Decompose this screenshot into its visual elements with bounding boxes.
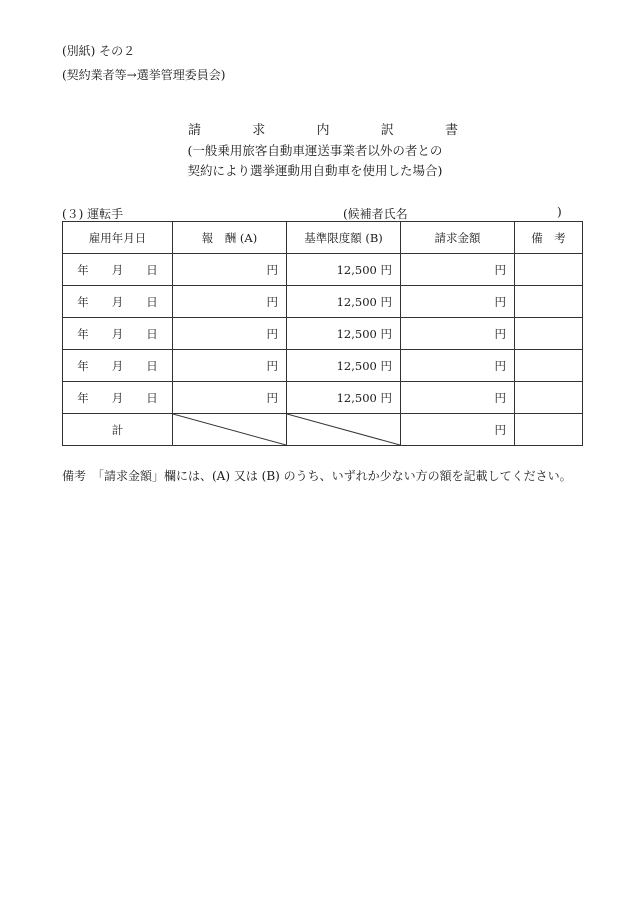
cell-claim: 円 <box>401 286 515 318</box>
total-row <box>63 414 583 446</box>
header-remarks: 備 考 <box>515 222 583 254</box>
table-row <box>63 350 583 382</box>
cell-date: 年 月 日 <box>63 286 173 318</box>
cell-fee: 円 <box>173 382 287 414</box>
cell-claim: 円 <box>401 382 515 414</box>
candidate-name-label: (候補者氏名 <box>343 207 408 221</box>
attachment-label: (別紙) その２ <box>62 44 136 58</box>
header-limit: 基準限度額 (B) <box>287 222 401 254</box>
table-row <box>63 286 583 318</box>
cell-limit: 12,500 円 <box>287 318 401 350</box>
cell-date: 年 月 日 <box>63 382 173 414</box>
cell-limit: 12,500 円 <box>287 286 401 318</box>
cell-remarks <box>515 286 583 318</box>
remarks-note: 備考 「請求金額」欄には、(A) 又は (B) のうち、いずれか少ない方の額を記載してください。 <box>62 469 572 483</box>
cell-remarks <box>515 382 583 414</box>
total-claim: 円 <box>401 414 515 446</box>
title-char: 請 <box>188 123 202 138</box>
table-row <box>63 318 583 350</box>
cell-fee: 円 <box>173 350 287 382</box>
title-char: 書 <box>444 123 458 138</box>
cell-date: 年 月 日 <box>63 350 173 382</box>
cell-limit: 12,500 円 <box>287 382 401 414</box>
document-title <box>188 119 458 138</box>
title-char: 訳 <box>380 123 394 138</box>
title-char: 内 <box>316 123 330 138</box>
table-row <box>63 254 583 286</box>
cell-fee: 円 <box>173 318 287 350</box>
cell-fee: 円 <box>173 254 287 286</box>
cell-limit: 12,500 円 <box>287 350 401 382</box>
cell-claim: 円 <box>401 318 515 350</box>
subtitle-line1: (一般乗用旅客自動車運送事業者以外の者との <box>187 143 443 158</box>
title-char: 求 <box>252 123 266 138</box>
cell-fee: 円 <box>173 286 287 318</box>
total-fee-blank <box>173 414 287 446</box>
header-employment-date: 雇用年月日 <box>63 222 173 254</box>
claim-table <box>62 221 583 446</box>
table-header-row <box>63 222 583 254</box>
cell-limit: 12,500 円 <box>287 254 401 286</box>
header-claim-amount: 請求金額 <box>401 222 515 254</box>
subtitle-line2: 契約により選挙運動用自動車を使用した場合) <box>187 163 443 178</box>
route-label: (契約業者等→選挙管理委員会) <box>62 68 226 82</box>
diagonal-strike <box>287 414 400 445</box>
cell-date: 年 月 日 <box>63 254 173 286</box>
cell-claim: 円 <box>401 350 515 382</box>
header-fee: 報 酬 (A) <box>173 222 287 254</box>
cell-remarks <box>515 254 583 286</box>
cell-remarks <box>515 318 583 350</box>
candidate-name-close: ) <box>557 205 562 219</box>
table-row <box>63 382 583 414</box>
section-label: (３) 運転手 <box>62 207 124 221</box>
total-limit-blank <box>287 414 401 446</box>
total-label: 計 <box>63 414 173 446</box>
diagonal-strike <box>173 414 286 445</box>
cell-date: 年 月 日 <box>63 318 173 350</box>
cell-remarks <box>515 350 583 382</box>
total-remarks <box>515 414 583 446</box>
cell-claim: 円 <box>401 254 515 286</box>
